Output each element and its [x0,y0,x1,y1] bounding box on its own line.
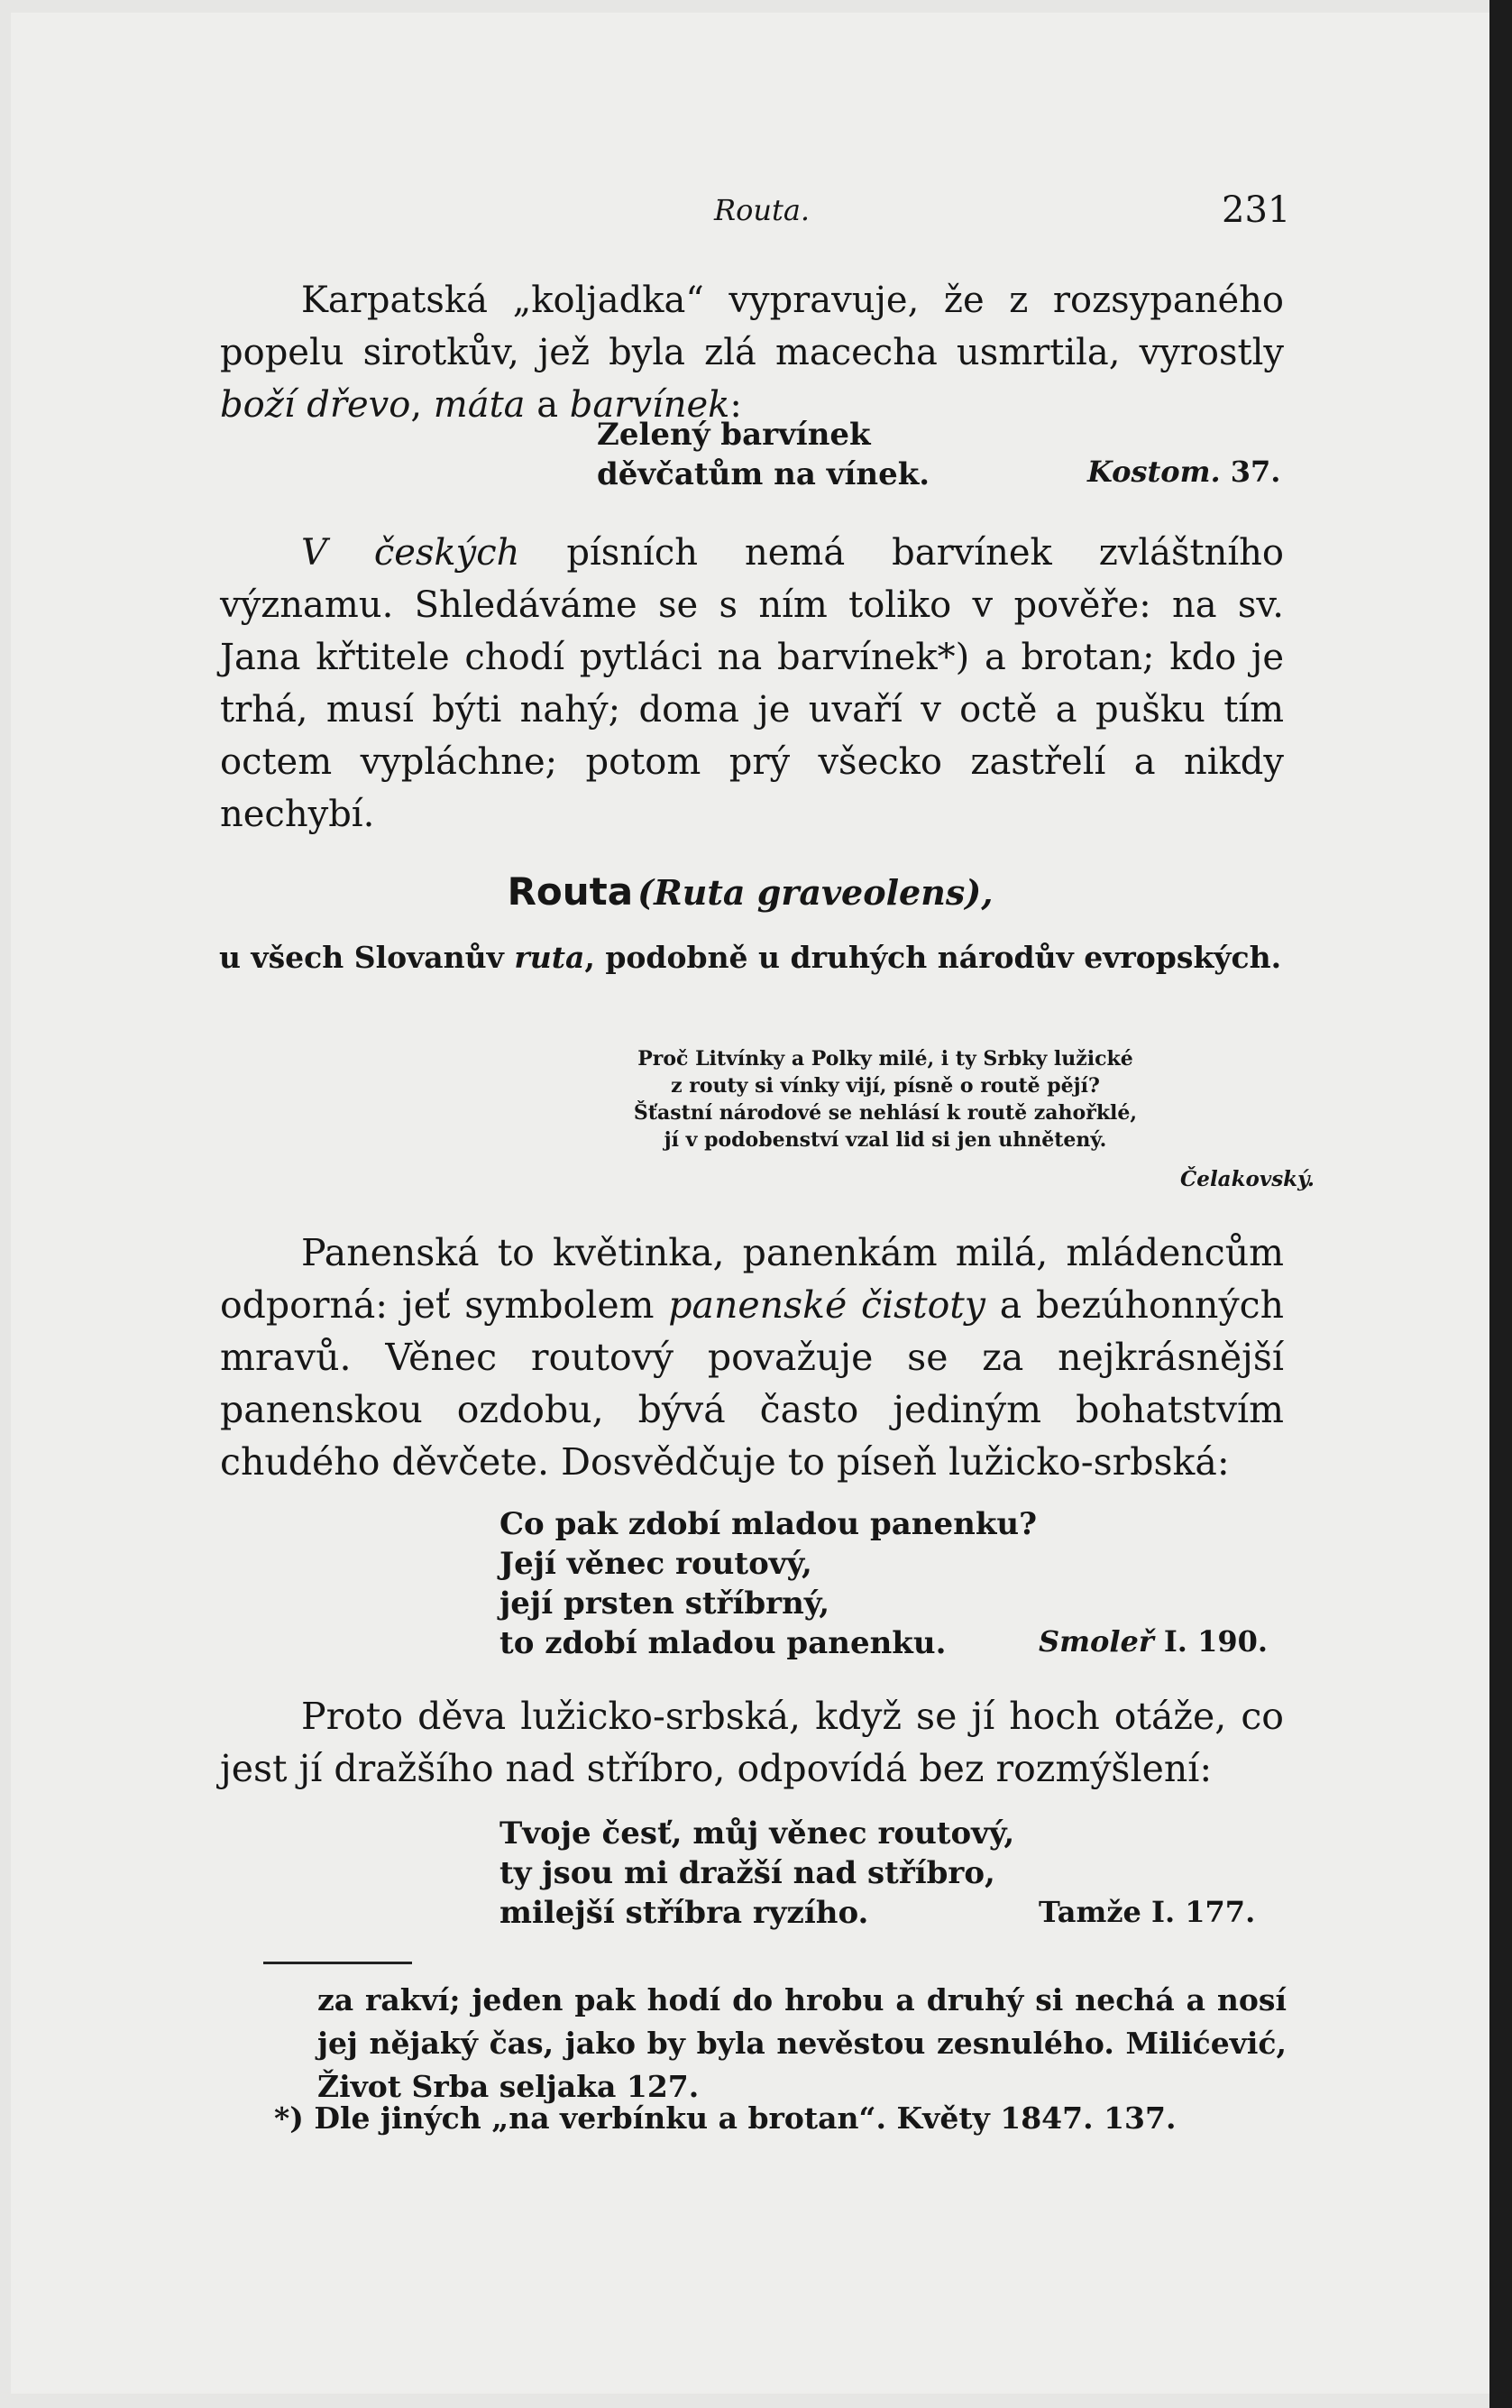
para1-italic-c: barvínek [569,384,730,426]
para2-italic-a: V českých [301,532,520,574]
para3-text-a: Panenská to květinka, panenkám milá, mládencům odporná: jeť symbolem [220,1231,1284,1327]
verse-cest [499,1814,1014,1933]
motto-line: jí v podobenství vzal lid si jen uhnětený. [664,1128,1107,1152]
para1-italic-a: boží dřevo [220,384,411,426]
verse2-reference [1039,1624,1268,1659]
verse2-line: Její věnec routový, [499,1546,812,1582]
para2-text-a: písních nemá barvínek zvláštního významu. Shledáváme se s ním toliko v pověře: na sv. Jana křtitele chodí pytláci na barvínek*) a brotan; kdo je trhá, musí býti nahý; doma je uvaří v octě a pušku tím octem vypláchne; potom prý všecko zastřelí a nikdy nechybí. [220,532,1285,835]
verse2-line: Co pak zdobí mladou panenku? [499,1506,1038,1542]
para3-italic-a: panenské čistoty [668,1283,985,1327]
book-page [11,13,1489,2394]
verse1-ref-num: 37. [1230,455,1281,489]
motto-line: z routy si vínky vijí, písně o routě pějí? [671,1074,1100,1098]
verse3-reference: Tamže I. 177. [1039,1895,1256,1929]
verse2-line: její prsten stříbrný, [499,1585,830,1622]
verse2-line: to zdobí mladou panenku. [499,1625,947,1661]
para1-text-c: a [525,384,570,426]
section-latin-name: (Ruta graveolens), [637,872,994,913]
verse3-line: milejší stříbra ryzího. [499,1895,869,1931]
page-number: 231 [1222,189,1291,231]
verse-barvinek [597,415,930,494]
verse1-ref-author: Kostom. [1087,455,1221,489]
section-title: Routa [507,869,634,914]
para1-text-a: Karpatská „koljadka“ vypravuje, že z rozsypaného popelu sirotkův, jež byla zlá macecha usmrtila, vyrostly [220,280,1284,373]
verse2-ref-author: Smoleř [1039,1624,1154,1659]
footnote-rule [263,1962,412,1964]
subhead-italic: ruta [514,940,585,975]
verse2-ref-num: I. 190. [1163,1624,1269,1659]
para1-italic-b: máta [433,384,526,426]
paragraph-deva [220,1690,1284,1795]
verse1-line: děvčatům na vínek. [597,456,930,492]
paragraph-panenska [220,1227,1284,1488]
para1-text-b: , [410,384,434,426]
verse3-line: Tvoje česť, můj věnec routový, [499,1815,1015,1852]
motto-reference: Čelakovský. [1180,1167,1315,1191]
footnote-star: *) Dle jiných „na verbínku a brotan“. Květy 1847. 137. [274,2100,1177,2136]
motto-line: Šťastní národové se nehlásí k routě zahořklé, [633,1101,1138,1125]
para4-text: Proto děva lužicko-srbská, když se jí hoch otáže, co jest jí dražšího nad stříbro, odpovídá bez rozmýšlení: [220,1695,1284,1790]
verse1-reference [1087,455,1280,489]
running-head: Routa. [714,193,811,227]
verse3-line: ty jsou mi dražší nad stříbro, [499,1855,995,1891]
paragraph-koljadka [220,274,1284,431]
paragraph-ceske-pisne [220,527,1284,841]
section-heading [11,869,1489,914]
verse-panenka [499,1504,1037,1663]
motto [597,1045,1174,1153]
section-subheading [11,940,1489,975]
subhead-text-a: u všech Slovanův [218,940,515,975]
footnote-continuation-text: za rakví; jeden pak hodí do hrobu a druhý si nechá a nosí jej nějaký čas, jako by byla nevěstou zesnulého. Milićević, Život Srba seljaka 127. [317,1982,1287,2104]
motto-line: Proč Litvínky a Polky milé, i ty Srbky lužické [637,1047,1133,1071]
verse1-line: Zelený barvínek [597,417,871,453]
subhead-text-b: , podobně u druhých národův evropských. [584,940,1282,975]
scan-edge [1489,0,1512,2408]
para3-text-b: a bezúhonných mravů. Věnec routový považuje se za nejkrásnější panenskou ozdobu, bývá často jediným bohatstvím chudého děvčete. Dosvědčuje to píseň lužicko-srbská: [220,1283,1284,1484]
footnote-continuation [317,1979,1287,2109]
para1-text-d: : [729,384,742,426]
